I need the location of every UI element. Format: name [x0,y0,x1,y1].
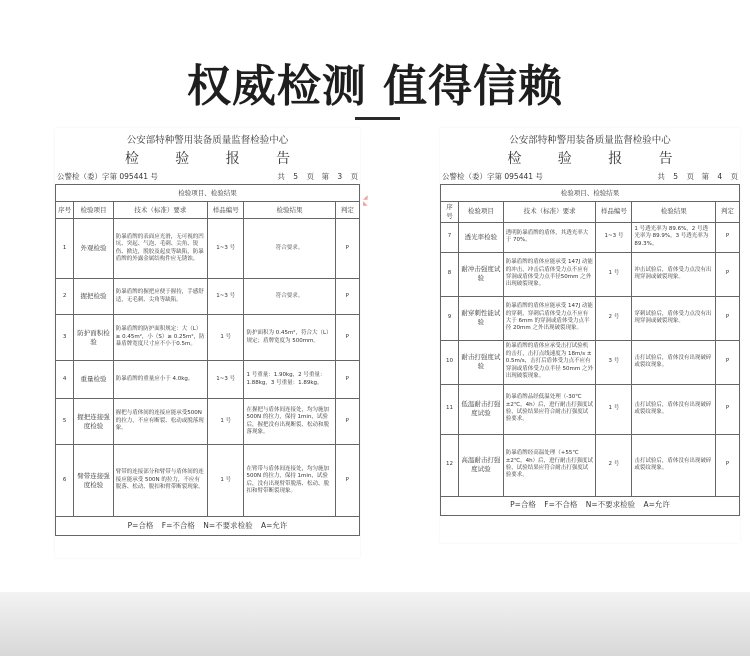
row-number: 12 [441,434,459,496]
report-pages: 共 5 页 第 3 页 [277,172,358,181]
test-result: 穿刺试验后，盾体受力点没有出现穿洞或破裂现象。 [632,296,716,340]
verdict: P [716,340,740,384]
row-number: 7 [441,222,459,252]
requirement: 握把与盾体间的连接应能承受500N 的拉力，不应有断裂、松动或脱落现象。 [113,399,207,445]
verdict: P [716,222,740,252]
row-number: 10 [441,340,459,384]
sample-id: 1 号 [207,399,243,445]
sample-id: 1~3 号 [207,361,243,399]
table-row [56,399,360,445]
verdict: P [335,315,359,361]
report-page-4 [440,128,740,543]
table-row [441,296,740,340]
verdict: P [335,279,359,315]
test-result: 击打试验后，盾体没有出现破碎或裂纹现象。 [632,340,716,384]
report-table [55,184,360,536]
test-item: 外观检验 [74,219,114,279]
test-item: 低温耐击打强度试验 [458,384,503,434]
row-number: 4 [56,361,74,399]
test-result: 击打试验后，盾体没有出现破碎或裂纹现象。 [632,434,716,496]
section-header: 检验项目、检验结果 [441,185,740,202]
sample-id: 3 号 [596,340,632,384]
verdict: P [335,361,359,399]
verdict: P [716,434,740,496]
requirement: 防暴盾牌的盾体应承受击打试验机的击打，击打点线速度为 18m/s ± 0.5m/s，击打后盾体受力点不应有穿洞或盾体受力点半径 50mm 之外出现破裂现象。 [503,340,596,384]
requirement: 防暴盾牌的重量应小于 4.0kg。 [113,361,207,399]
report-table [440,184,740,516]
requirement: 防暴盾牌的盾体应能承受 147J 动能的冲击，冲击后盾体受力点不应有穿洞或盾体受力点半径50mm 之外出现破裂现象。 [503,252,596,296]
verdict-legend: P=合格 F=不合格 N=不要求检验 A=允许 [441,496,740,515]
test-item: 握把检验 [74,279,114,315]
test-item: 耐冲击强度试验 [458,252,503,296]
section-header: 检验项目、检验结果 [56,185,360,202]
sample-id: 1~3 号 [207,219,243,279]
test-result: 1 号重量：1.90kg，2 号重量：1.88kg，3 号重量：1.89kg。 [244,361,335,399]
test-result: 冲击试验后，盾体受力点没有出现穿洞或破裂现象。 [632,252,716,296]
requirement: 防暴盾牌的表面应光滑，无可视的凹坑、突起、气泡、毛刺、尖角、锐伤、掀边，脱胶及起皮等缺陷，防暴盾牌的外露金属结构件应无锈蚀。 [113,219,207,279]
test-result: 在握把与盾体间连接处，均匀施加 500N 的拉力，保持 1min，试验后，握把没有出现断裂、松动和脱落现象。 [244,399,335,445]
column-header: 判定 [716,202,740,223]
test-result: 符合要求。 [244,279,335,315]
test-result: 符合要求。 [244,219,335,279]
sample-id: 1 号 [207,315,243,361]
sample-id: 1 号 [207,445,243,517]
row-number: 8 [441,252,459,296]
test-result: 1 号透光率为 89.6%，2 号透光率为 89.9%，3 号透光率为 89.3%。 [632,222,716,252]
column-header: 技术（标准）要求 [503,202,596,223]
table-row [441,252,740,296]
row-number: 1 [56,219,74,279]
report-org: 公安部特种警用装备质量监督检验中心 [126,135,289,146]
table-row [441,340,740,384]
test-result: 击打试验后，盾体没有出现破碎或裂纹现象。 [632,384,716,434]
row-number: 11 [441,384,459,434]
sample-id: 1 号 [596,252,632,296]
column-header: 技术（标准）要求 [113,202,207,219]
report-page-3 [55,128,360,558]
verdict: P [335,399,359,445]
requirement: 防暴盾牌的盾体应能承受 147J 动能的穿刺，穿刺后盾体受力点不应有大于 6mm 的穿洞或盾体受力点半径 20mm 之外出现破裂现象。 [503,296,596,340]
sample-id: 1 号 [596,384,632,434]
row-number: 2 [56,279,74,315]
sample-id: 1~3 号 [596,222,632,252]
report-ref: 公警检（委）字第 095441 号 [442,172,543,181]
row-number: 3 [56,315,74,361]
test-item: 防护面积检验 [74,315,114,361]
report-title: 检 验 报 告 [124,151,307,167]
test-item: 高温耐击打强度试验 [458,434,503,496]
requirement: 防暴盾牌品经低温处理（-30℃±2℃，4h）后，进行耐击打强度试验，试验结果应符合耐击打强度试验要求。 [503,384,596,434]
bottom-gradient-band [0,592,750,656]
column-header: 样品编号 [207,202,243,219]
seal-stamp: ◢ ◣ [363,194,368,207]
table-row [441,434,740,496]
report-meta [57,171,358,182]
verdict: P [716,384,740,434]
report-ref: 公警检（委）字第 095441 号 [57,172,158,181]
verdict: P [716,252,740,296]
report-org: 公安部特种警用装备质量监督检验中心 [509,135,671,146]
test-item: 耐击打强度试验 [458,340,503,384]
table-row [56,315,360,361]
requirement: 防暴盾牌的握把应便于握持，手感舒适，无毛刺、尖角等缺陷。 [113,279,207,315]
report-meta [442,171,738,182]
column-header: 判定 [335,202,359,219]
verdict: P [335,219,359,279]
report-pages: 共 5 页 第 4 页 [657,172,738,181]
test-item: 重量检验 [74,361,114,399]
column-header: 序号 [441,202,459,223]
verdict: P [335,445,359,517]
sample-id: 1~3 号 [207,279,243,315]
table-row [56,445,360,517]
column-header: 检验项目 [458,202,503,223]
column-header: 检验项目 [74,202,114,219]
column-header: 序号 [56,202,74,219]
requirement: 臂带的连接部分和臂带与盾体间的连接应能承受 500N 的拉力，不应有脱落、松动、脱扣和臂带断裂现象。 [113,445,207,517]
headline-divider [355,117,400,120]
requirement: 防暴盾牌经高温处理（+55℃±2℃，4h）后，进行耐击打强度试验，试验结果应符合耐击打强度试验要求。 [503,434,596,496]
verdict-legend: P=合格 F=不合格 N=不要求检验 A=允许 [56,517,360,536]
row-number: 5 [56,399,74,445]
requirement: 透明防暴盾牌的盾体，其透光率大于 70%。 [503,222,596,252]
column-header: 样品编号 [596,202,632,223]
test-result: 在臂带与盾体间连接处，均匀施加 500N 的拉力，保持 1min，试验后，没有出现臂带脱落、松动、脱扣和臂带断裂现象。 [244,445,335,517]
test-result: 防护面积为 0.45m²，符合大（L）规定；盾牌宽度为 500mm。 [244,315,335,361]
requirement: 防暴盾牌的防护面积规定：大（L）≥ 0.45m²，小（S）≥ 0.25m²，防暴盾牌宽度尺寸应不小于0.5m。 [113,315,207,361]
page-headline: 权威检测 值得信赖 [186,61,564,112]
table-row [56,279,360,315]
column-header: 检验结果 [244,202,335,219]
table-row [56,219,360,279]
test-item: 耐穿刺性能试验 [458,296,503,340]
verdict: P [716,296,740,340]
test-item: 臂带连接强度检验 [74,445,114,517]
report-title: 检 验 报 告 [507,151,689,167]
table-row [441,384,740,434]
table-row [56,361,360,399]
column-header: 检验结果 [632,202,716,223]
table-row [441,222,740,252]
test-item: 透光率检验 [458,222,503,252]
sample-id: 2 号 [596,434,632,496]
row-number: 6 [56,445,74,517]
test-item: 握把连接强度检验 [74,399,114,445]
sample-id: 2 号 [596,296,632,340]
row-number: 9 [441,296,459,340]
